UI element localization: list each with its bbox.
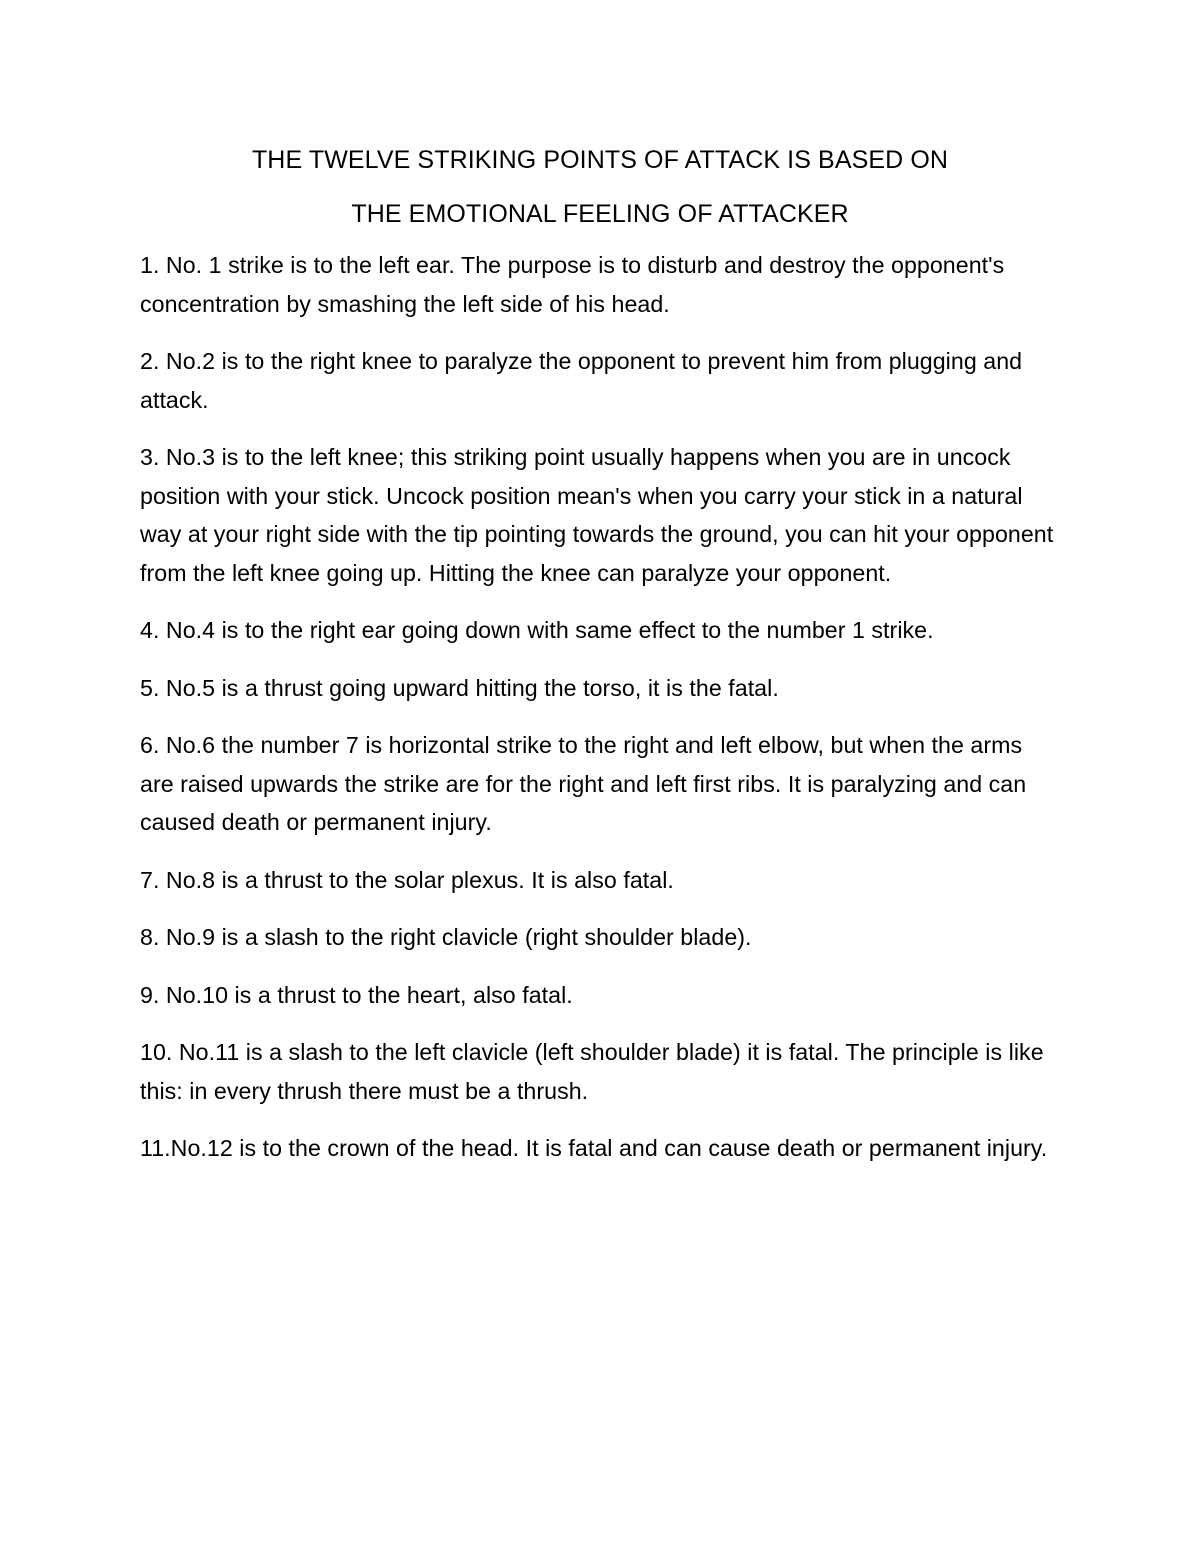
paragraph-8: 8. No.9 is a slash to the right clavicle (right shoulder blade).	[140, 924, 752, 950]
paragraph-6: 6. No.6 the number 7 is horizontal strike to the right and left elbow, but when the arms are raised upwards the strike are for the right and left first ribs. It is paralyzing and can caused death or permanent injury.	[140, 732, 1027, 835]
paragraph-3: 3. No.3 is to the left knee; this striking point usually happens when you are in uncock position with your stick. Uncock position mean's when you carry your stick in a natural way at your right side with the tip pointing towards the ground, you can hit your opponent from the left knee going up. Hitting the knee can paralyze your opponent.	[140, 444, 1054, 586]
document-page	[140, 145, 1060, 1187]
document-title-line-1: THE TWELVE STRIKING POINTS OF ATTACK IS BASED ON	[251, 146, 949, 174]
document-title-line-2: THE EMOTIONAL FEELING OF ATTACKER	[351, 200, 849, 228]
paragraph-11: 11.No.12 is to the crown of the head. It is fatal and can cause death or permanent injury.	[140, 1135, 1048, 1161]
paragraph-4: 4. No.4 is to the right ear going down with same effect to the number 1 strike.	[140, 617, 934, 643]
paragraph-10: 10. No.11 is a slash to the left clavicle (left shoulder blade) it is fatal. The principle is like this: in every thrush there must be a thrush.	[140, 1039, 1044, 1104]
paragraph-7: 7. No.8 is a thrust to the solar plexus. It is also fatal.	[140, 866, 674, 893]
paragraph-2: 2. No.2 is to the right knee to paralyze the opponent to prevent him from plugging and attack.	[140, 348, 1023, 413]
paragraph-9: 9. No.10 is a thrust to the heart, also fatal.	[140, 981, 573, 1008]
paragraph-5: 5. No.5 is a thrust going upward hitting the torso, it is the fatal.	[140, 674, 779, 701]
paragraph-1: 1. No. 1 strike is to the left ear. The purpose is to disturb and destroy the opponent's concentration by smashing the left side of his head.	[140, 252, 1005, 317]
